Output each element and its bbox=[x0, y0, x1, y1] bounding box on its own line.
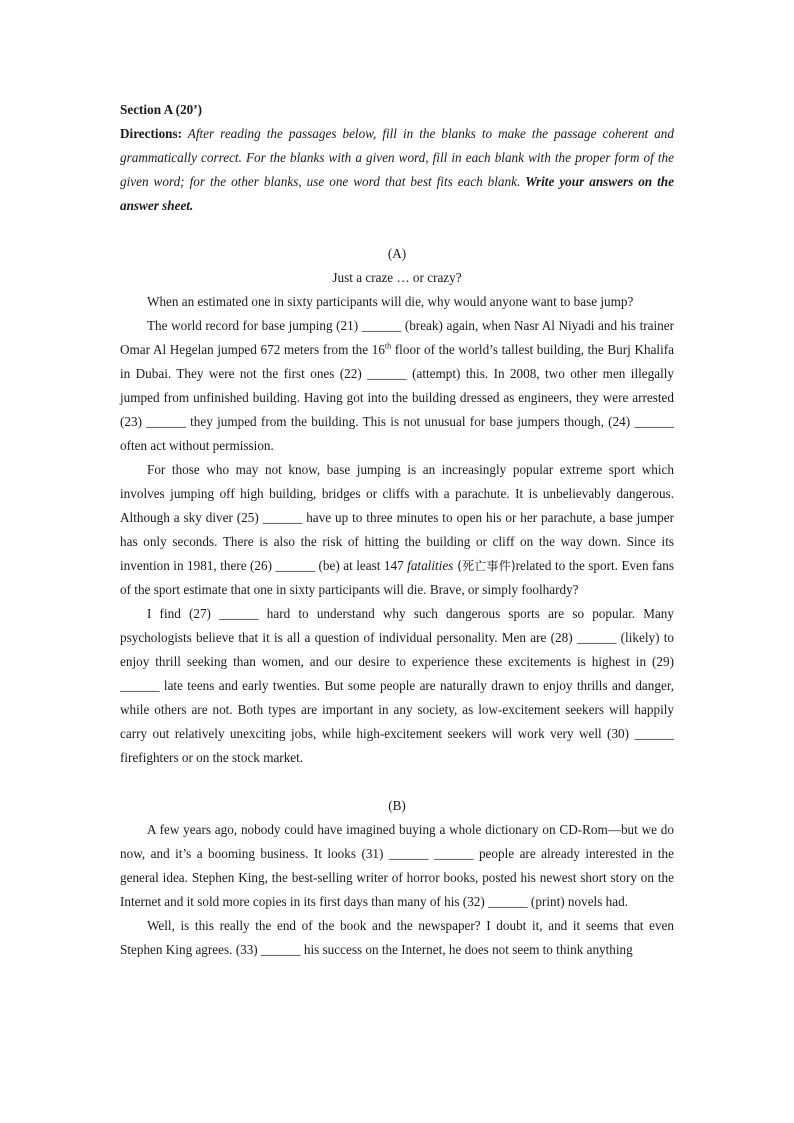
passage-b-paragraph-2: Well, is this really the end of the book and the newspaper? I doubt it, and it seems that even Stephen King agrees. (33) ______ his success on the Internet, he does not seem to think anything bbox=[120, 918, 674, 957]
ordinal-suffix: th bbox=[384, 341, 392, 351]
spacer bbox=[120, 218, 674, 242]
fatalities-term: fatalities bbox=[407, 558, 454, 573]
passage-b-label: (B) bbox=[388, 798, 406, 813]
passage-a-p2-part-2: floor of the world’s tallest building, the Burj Khalifa in Dubai. They were not the first ones (22) ______ (attempt) this. In 2008, two other men illegally jumped from unfinished building. Having got into the building dressed as engineers, they were arrested (23) ______ they jumped from the building. This is not unusual for base jumpers though, (24) ______ often act without permission. bbox=[120, 342, 674, 453]
passage-a-label: (A) bbox=[387, 246, 407, 261]
directions-label: Directions: bbox=[120, 126, 183, 141]
passage-a-paragraph-3 bbox=[120, 458, 674, 602]
passage-a-p2-part-1: The world record for base jumping (21) ______ (break) again, when Nasr Al Niyadi and his trainer Omar Al Hegelan jumped 672 meters from the 16 bbox=[120, 318, 674, 357]
section-heading: Section A (20’) bbox=[120, 102, 203, 117]
passage-a-paragraph-1: When an estimated one in sixty participants will die, why would anyone want to base jump? bbox=[147, 294, 634, 309]
passage-a-paragraph-4: I find (27) ______ hard to understand why such dangerous sports are so popular. Many psychologists believe that it is all a question of individual personality. Men are (28) ______ (likely) to enjoy thrill seeking than women, and our desire to experience these excitements is highest in (29) ______ late teens and early twenties. But some people are naturally drawn to enjoy thrills and danger, while others are not. Both types are important in any society, as low-excitement seekers will happily carry out relatively unexciting jobs, while high-excitement seekers will work very well (30) ______ firefighters or on the stock market. bbox=[120, 606, 674, 765]
passage-a-p3-part-1: For those who may not know, base jumping is an increasingly popular extreme sport which involves jumping off high building, bridges or cliffs with a parachute. It is unbelievably dangerous. Although a sky diver (25) ______ have up to three minutes to open his or her parachute, a base jumper has only seconds. There is also the risk of hitting the building or cliff on the way down. Since its invention in 1981, there (26) ______ (be) at least 147 bbox=[120, 462, 674, 573]
passage-a-p3-part-2: related to the sport. Even fans of the sport estimate that one in sixty participants will die. Brave, or simply foolhardy? bbox=[120, 558, 675, 597]
directions-text: After reading the passages below, fill in the blanks to make the passage coherent and grammatically correct. For the blanks with a given word, fill in each blank with the proper form of the given word; for the other blanks, use one word that best fits each blank. bbox=[120, 126, 674, 189]
chinese-gloss: (死亡事件) bbox=[453, 559, 516, 573]
directions bbox=[120, 122, 674, 218]
passage-a-title: Just a craze … or crazy? bbox=[332, 270, 462, 285]
directions-emphasis: Write your answers on the answer sheet. bbox=[120, 174, 674, 213]
document-page bbox=[120, 98, 674, 962]
passage-b-paragraph-1: A few years ago, nobody could have imagined buying a whole dictionary on CD-Rom—but we do now, and it’s a booming business. It looks (31) ______ ______ people are already interested in the general idea. Stephen King, the best-selling writer of horror books, posted his newest short story on the Internet and it sold more copies in its first days than many of his (32) ______ (print) novels had. bbox=[120, 822, 674, 909]
passage-a-paragraph-2 bbox=[120, 314, 674, 458]
spacer bbox=[120, 770, 674, 794]
